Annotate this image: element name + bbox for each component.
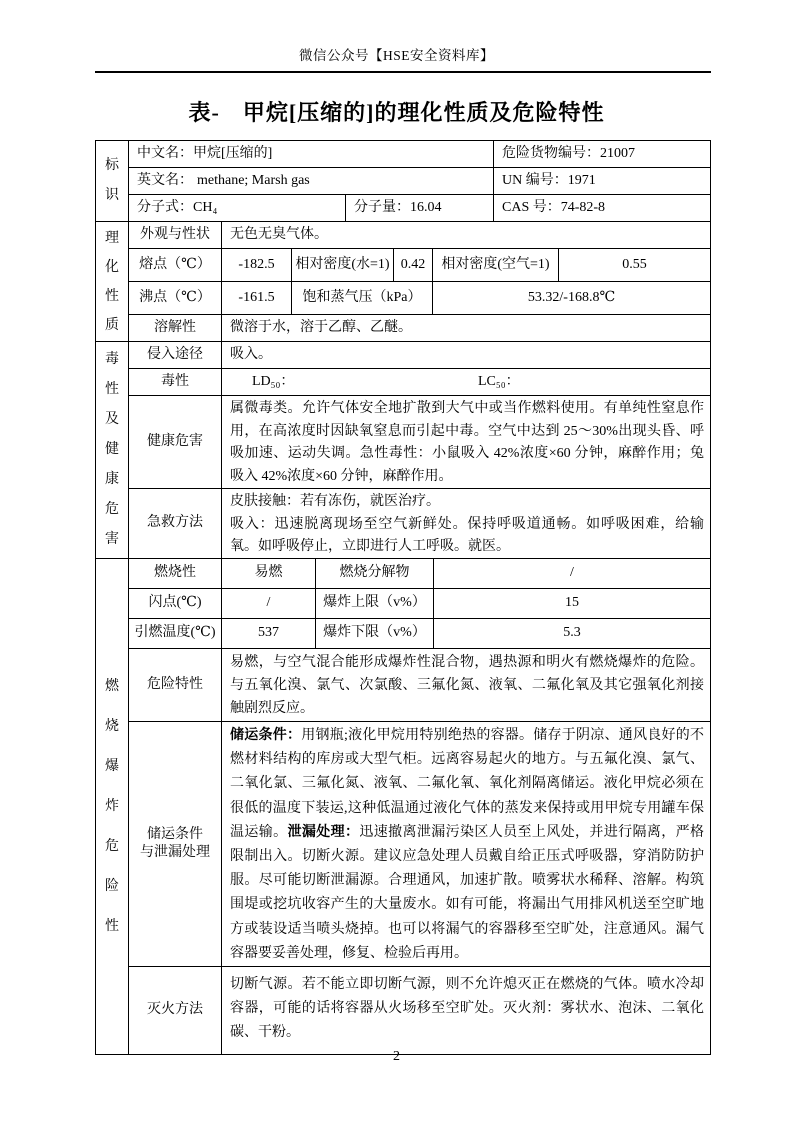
page-title: 表- 甲烷[压缩的]的理化性质及危险特性 (188, 100, 605, 125)
chinese-name-cell (129, 141, 494, 167)
storage-leak-label-line2: 与泄漏处理 (140, 845, 210, 860)
appearance-label: 外观与性状 (129, 222, 222, 248)
storage-conditions-text: 用钢瓶;液化甲烷用特别绝热的容器。储存于阴凉、通风良好的不燃材料结构的库房或大型气柜。远离容易起火的地方。与五氟化溴、氯气、二氧化氯、三氟化氮、液氧、二氟化氧、氧化剂隔离储运。液化甲烷必须在很低的温度下装运,这种低温通过液化气体的蒸发来保持或用甲烷专用罐车保温运输。 (230, 728, 705, 840)
formula-value: CH₄ (193, 199, 218, 215)
hazard-table (95, 140, 711, 1055)
chinese-name-label: 中文名： (137, 145, 193, 161)
density-water-label: 相对密度(水=1) (292, 249, 394, 281)
table-row (129, 369, 710, 396)
mol-weight-cell (346, 195, 494, 221)
header-rule (95, 71, 711, 73)
density-air-value: 0.55 (622, 256, 647, 272)
un-number-label: UN 编号： (502, 172, 568, 188)
cas-value: 74-82-8 (560, 199, 606, 215)
ignition-temp-label: 引燃温度(℃) (129, 619, 222, 648)
ignition-temp-value: 537 (222, 619, 316, 648)
combustion-products-label: 燃烧分解物 (316, 559, 434, 588)
exposure-route-label: 侵入途径 (129, 342, 222, 368)
dg-number-label: 危险货物编号： (502, 145, 600, 161)
section-toxicity (96, 342, 710, 559)
health-hazard-label: 健康危害 (129, 396, 222, 488)
chinese-name-value: 甲烷[压缩的] (193, 145, 273, 161)
table-row (129, 282, 710, 315)
table-row (129, 559, 710, 589)
table-row (129, 589, 710, 619)
leak-handling-text: 迅速撤离泄漏污染区人员至上风处，并进行隔离，严格限制出入。切断火源。建议应急处理人员戴自给正压式呼吸器，穿消防防护服。尽可能切断泄漏源。合理通风，加速扩散。喷雾状水稀释、溶解。构筑围堤或挖坑收容产生的大量废水。如有可能，将漏出气用排风机送至空旷地方或装设适当喷头烧掉。也可以将漏气的容器移至空旷处，注意通风。漏气容器要妥善处理，修复、检验后再用。 (230, 824, 704, 961)
first-aid-label: 急救方法 (129, 489, 222, 558)
table-row (129, 249, 710, 282)
section-physical (96, 222, 710, 342)
extinguishing-text: 切断气源。若不能立即切断气源，则不允许熄灭正在燃烧的气体。喷水冷却容器，可能的话将容器从火场移至空旷处。灭火剂：雾状水、泡沫、二氧化碳、干粉。 (230, 977, 704, 1040)
vapor-pressure-label: 饱和蒸气压（kPa） (292, 282, 433, 314)
dg-number-value: 21007 (600, 145, 635, 161)
melting-point-label: 熔点（℃） (129, 249, 222, 281)
solubility-value: 微溶于水，溶于乙醇、乙醚。 (230, 319, 412, 335)
section-label-fire-explosion: 燃烧爆炸危险性 (96, 559, 129, 1054)
table-row (129, 619, 710, 649)
toxicity-label: 毒性 (129, 369, 222, 395)
explosion-upper-value: 15 (565, 595, 579, 611)
un-number-value: 1971 (567, 172, 596, 188)
combustion-products-value: / (570, 565, 574, 581)
flash-point-value: / (222, 589, 316, 618)
hazard-characteristics-text: 易燃，与空气混合能形成爆炸性混合物，遇热源和明火有燃烧爆炸的危险。与五氧化溴、氯气、次氯酸、三氟化氮、液氧、二氟化氧及其它强氧化剂接触剧烈反应。 (230, 655, 704, 716)
english-name-value: methane; Marsh gas (197, 172, 310, 188)
cas-label: CAS 号： (502, 199, 561, 215)
table-row (129, 195, 710, 221)
mol-weight-value: 16.04 (410, 199, 442, 215)
section-label-identification: 标识 (96, 141, 129, 221)
page-header: 微信公众号【HSE安全资料库】 (298, 48, 494, 63)
formula-label: 分子式： (137, 199, 193, 215)
explosion-lower-value: 5.3 (563, 625, 581, 641)
lc50-label: LC₅₀： (478, 373, 520, 389)
english-name-cell (129, 168, 494, 194)
table-row (129, 342, 710, 369)
appearance-value: 无色无臭气体。 (230, 226, 328, 242)
table-row (129, 315, 710, 341)
section-fire-explosion (96, 559, 710, 1054)
explosion-lower-label: 爆炸下限（v%） (316, 619, 434, 648)
section-label-physical: 理化性质 (96, 222, 129, 341)
storage-conditions-heading: 储运条件： (230, 728, 302, 743)
storage-leak-label (129, 722, 222, 966)
explosion-upper-label: 爆炸上限（v%） (316, 589, 434, 618)
toxicity-values-cell (222, 369, 710, 395)
storage-leak-text (222, 722, 710, 966)
first-aid-text (222, 489, 710, 558)
boiling-point-value: -161.5 (222, 282, 292, 314)
formula-cell (129, 195, 346, 221)
first-aid-inhale: 吸入：迅速脱离现场至空气新鲜处。保持呼吸道通畅。如呼吸困难，给输氧。如呼吸停止，立即进行人工呼吸。就医。 (230, 516, 704, 554)
table-row (129, 168, 710, 195)
section-label-toxicity: 毒性及健康危害 (96, 342, 129, 558)
table-row (129, 489, 710, 558)
flash-point-label: 闪点(℃) (129, 589, 222, 618)
table-row (129, 222, 710, 249)
flammability-label: 燃烧性 (129, 559, 222, 588)
storage-leak-label-line1: 储运条件 (147, 826, 203, 842)
cas-cell (494, 195, 710, 221)
page-number: 2 (393, 1049, 400, 1064)
melting-point-value: -182.5 (222, 249, 292, 281)
first-aid-skin: 皮肤接触：若有冻伤，就医治疗。 (230, 494, 440, 509)
ld50-label: LD₅₀： (252, 373, 295, 389)
un-number-cell (494, 168, 710, 194)
table-row (129, 396, 710, 489)
table-row (129, 649, 710, 722)
boiling-point-label: 沸点（℃） (129, 282, 222, 314)
vapor-pressure-value: 53.32/-168.8℃ (527, 289, 616, 305)
dg-number-cell (494, 141, 710, 167)
density-air-label: 相对密度(空气=1) (433, 249, 559, 281)
mol-weight-label: 分子量： (354, 199, 410, 215)
health-hazard-text: 属微毒类。允许气体安全地扩散到大气中或当作燃料使用。有单纯性窒息作用，在高浓度时因缺氧窒息而引起中毒。空气中达到 25～30%出现头昏、呼吸加速、运动失调。急性毒性：小鼠吸入 42%浓度×60 分钟，麻醉作用；兔吸入 42%浓度×60 分钟，麻醉作用。 (230, 401, 704, 484)
solubility-label: 溶解性 (129, 315, 222, 341)
table-row (129, 722, 710, 967)
density-water-value: 0.42 (394, 249, 433, 281)
table-row (129, 967, 710, 1054)
section-identification (96, 141, 710, 222)
exposure-route-value: 吸入。 (230, 346, 272, 362)
leak-handling-heading: 泄漏处理： (287, 824, 360, 840)
extinguishing-label: 灭火方法 (129, 967, 222, 1054)
flammability-value: 易燃 (222, 559, 316, 588)
hazard-characteristics-label: 危险特性 (129, 649, 222, 721)
table-row (129, 141, 710, 168)
english-name-label: 英文名： (137, 172, 193, 188)
